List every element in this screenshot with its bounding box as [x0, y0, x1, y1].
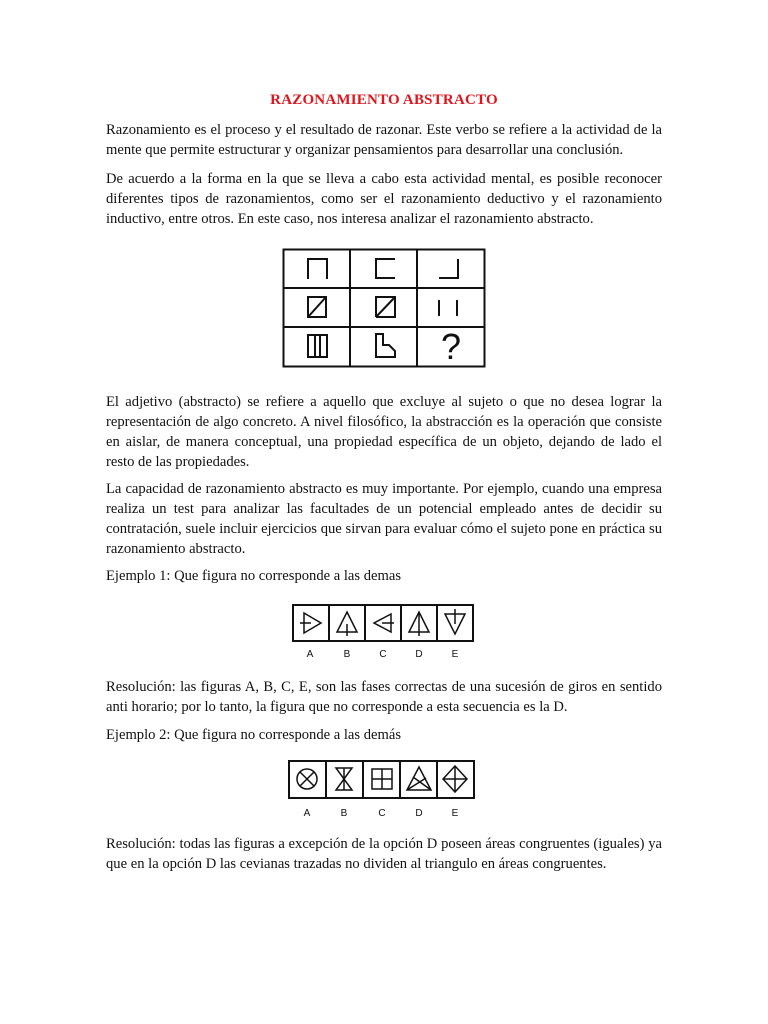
- paragraph-intro: Razonamiento es el proceso y el resultado de razonar. Este verbo se refiere a la actividad de la mente que permite estructurar y organizar pensamientos para desarrollar una conclusión.: [106, 122, 662, 158]
- example-2-svg: [288, 760, 478, 820]
- option-label-b: B: [340, 808, 348, 819]
- example-2-heading: Ejemplo 2: Que figura no corresponde a las demás: [106, 727, 402, 743]
- cell-boot-shape: [376, 334, 395, 357]
- cell-split-square-shape: [308, 335, 327, 357]
- page-title: RAZONAMIENTO ABSTRACTO: [270, 92, 498, 108]
- option-label-a: A: [303, 808, 311, 819]
- cell-corner-shape: [439, 259, 458, 278]
- option-label-c: C: [379, 649, 387, 660]
- resolution-1: Resolución: las figuras A, B, C, E, son las fases correctas de una sucesión de giros en sentido anti horario; por lo tanto, la figura que no corresponde a esta secuencia es la D.: [106, 679, 662, 715]
- option-label-a: A: [306, 649, 314, 660]
- option-label-d: D: [415, 649, 423, 660]
- example-1-svg: [292, 604, 478, 660]
- example-2-figure: [288, 760, 478, 825]
- example-1-heading: Ejemplo 1: Que figura no corresponde a las demas: [106, 568, 402, 584]
- cell-diagonal-line: [376, 297, 395, 317]
- question-mark: ?: [440, 326, 462, 367]
- example-1-figure: [292, 604, 478, 665]
- option-label-e: E: [451, 808, 459, 819]
- cell-open-right-shape: [376, 259, 395, 278]
- paragraph-types: De acuerdo a la forma en la que se lleva a cabo esta actividad mental, es posible reconocer diferentes tipos de razonamientos, como ser el razonamiento deductivo y el razonamiento inductivo, entre otros. En este caso, nos interesa analizar el razonamiento abstracto.: [106, 171, 662, 227]
- cell-diagonal-line: [308, 297, 326, 317]
- paragraph-importance: La capacidad de razonamiento abstracto es muy importante. Por ejemplo, cuando una empresa realiza un test para analizar las facultades de un potencial empleado antes de decidir su contratación, suele incluir ejercicios que sirvan para evaluar cómo el sujeto pone en práctica su razonamiento abstracto.: [106, 481, 662, 557]
- option-label-e: E: [451, 649, 459, 660]
- option-label-d: D: [415, 808, 423, 819]
- reasoning-matrix-figure: [282, 248, 486, 373]
- option-label-c: C: [378, 808, 386, 819]
- resolution-2: Resolución: todas las figuras a excepción de la opción D poseen áreas congruentes (iguales) ya que en la opción D las cevianas trazadas no dividen al triangulo en áreas congruentes.: [106, 836, 662, 872]
- reasoning-matrix-svg: [282, 248, 486, 368]
- paragraph-abstract-definition: El adjetivo (abstracto) se refiere a aquello que excluye al sujeto o que no desea lograr la representación de algo concreto. A nivel filosófico, la abstracción es la operación que consiste en aislar, de manera conceptual, una propiedad específica de un objeto, dejando de lado el resto de las propiedades.: [106, 394, 662, 470]
- option-label-b: B: [343, 649, 351, 660]
- cell-open-bottom-shape: [308, 259, 327, 279]
